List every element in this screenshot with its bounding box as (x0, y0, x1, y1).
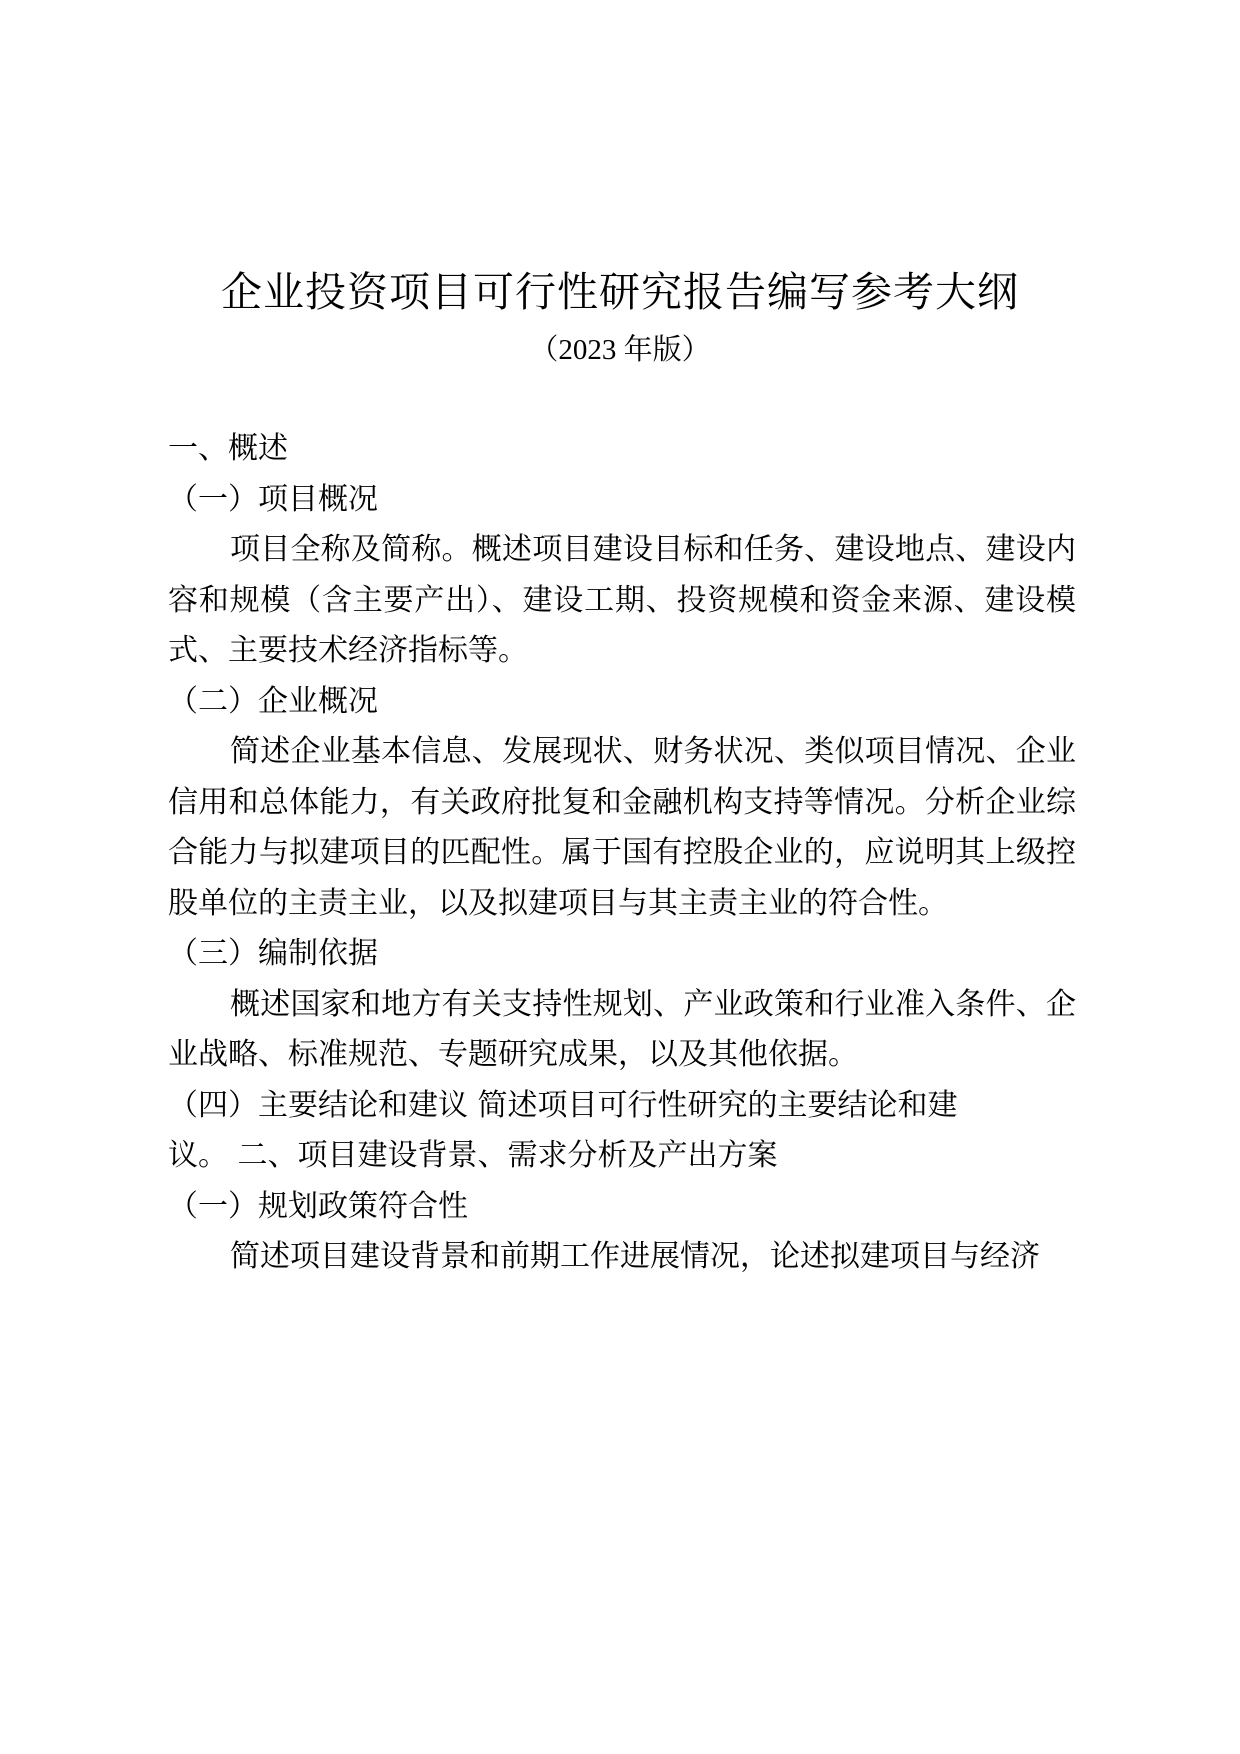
subsection-heading-enterprise-overview: （二）企业概况 (168, 683, 378, 719)
subsection-heading-conclusions: （四）主要结论和建议 简述项目可行性研究的主要结论和建 (168, 1087, 958, 1123)
conclusions-continuation-and-section-two: 议。 二、项目建设背景、需求分析及产出方案 (168, 1138, 778, 1173)
subsection-heading-project-overview: （一）项目概况 (168, 481, 378, 517)
subsection-heading-policy-compliance: （一）规划政策符合性 (168, 1188, 468, 1224)
subsection-heading-basis: （三）编制依据 (168, 936, 378, 971)
paragraph-project-overview: 项目全称及简称。概述项目建设目标和任务、建设地点、建设内容和规模（含主要产出）、建设工期、投资规模和资金来源、建设模式、主要技术经济指标等。 (168, 532, 1076, 668)
document-body (168, 424, 1076, 1283)
document-title: 企业投资项目可行性研究报告编写参考大纲 (221, 268, 1019, 316)
paragraph-background: 简述项目建设背景和前期工作进展情况，论述拟建项目与经济 (230, 1239, 1040, 1274)
paragraph-enterprise-overview: 简述企业基本信息、发展现状、财务状况、类似项目情况、企业信用和总体能力，有关政府批复和金融机构支持等情况。分析企业综合能力与拟建项目的匹配性。属于国有控股企业的，应说明其上级控股单位的主责主业，以及拟建项目与其主责主业的符合性。 (168, 734, 1076, 921)
paragraph-basis: 概述国家和地方有关支持性规划、产业政策和行业准入条件、企业战略、标准规范、专题研究成果，以及其他依据。 (168, 986, 1076, 1072)
document-subtitle: （2023 年版） (529, 334, 711, 366)
section-heading-overview: 一、概述 (168, 431, 288, 466)
